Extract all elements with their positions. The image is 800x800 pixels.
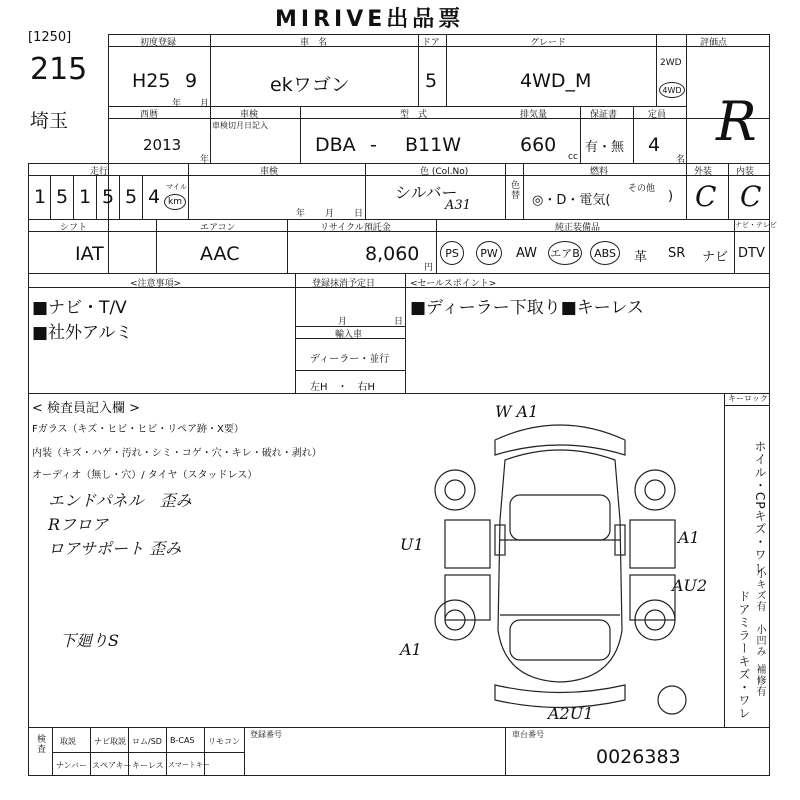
first-reg-unit-month: 月 — [200, 99, 210, 109]
footer-item: 取説 — [60, 737, 76, 746]
first-reg-unit-year: 年 — [172, 99, 182, 109]
footer-item: ナンバー — [56, 761, 88, 770]
first-reg-era: H25 — [132, 70, 171, 92]
dealer-option: ディーラー・並行 — [310, 354, 390, 365]
note-item: ■ナビ・T/V — [32, 298, 127, 318]
capacity: 4 — [648, 134, 661, 156]
sales-points: ■ディーラー下取り■キーレス — [410, 298, 644, 318]
model-prefix: DBA — [315, 134, 356, 156]
hdr-teiin: 定員 — [648, 110, 667, 120]
hdr-naisou: 内装 — [736, 167, 755, 177]
warranty: 有・無 — [585, 140, 625, 155]
shaken-gatsu: 月 — [325, 209, 335, 219]
hdr-haikiryou: 排気量 — [520, 110, 548, 120]
equip-navi: ナビ — [702, 250, 729, 265]
mileage-digit: 5 — [56, 186, 69, 208]
hdr-gaisou: 外装 — [694, 167, 713, 177]
drive-4wd-circled: 4WD — [659, 82, 685, 98]
footer-item: キーレス — [132, 761, 164, 770]
footer-left-header: 検査 — [35, 734, 45, 754]
chassis-number: 0026383 — [596, 746, 681, 768]
shaken-nichi: 日 — [354, 209, 364, 219]
color-name: シルバー — [395, 183, 458, 202]
inspect-line: オーディオ（無し・穴）/ タイヤ（スタッドレス） — [32, 470, 258, 481]
exterior-grade: C — [695, 180, 717, 213]
year: 2013 — [143, 136, 182, 154]
hdr-shodo: 初度登録 — [140, 38, 177, 48]
mileage-digit: 4 — [148, 186, 161, 208]
side-note: 小キズ有 — [754, 568, 765, 612]
footer-item: ナビ取説 — [94, 737, 126, 746]
interior-grade: C — [740, 180, 762, 213]
handwritten-note: ロアサポート 歪み — [48, 539, 182, 558]
inspect-header: < 検査員記入欄 > — [32, 401, 141, 416]
color-change-label: 色替 — [509, 180, 519, 200]
handle-option: 左H ・ 右H — [310, 382, 376, 393]
equip-airbag: エアB — [548, 241, 582, 265]
diagram-label: A1 — [400, 640, 422, 659]
hdr-grade: グレード — [530, 38, 567, 48]
inspect-line: Fガラス（キズ・ヒビ・ヒビ・リペア跡・X要） — [32, 424, 244, 435]
side-note: 小凹み — [754, 624, 765, 657]
fuel-other: その他 — [628, 184, 656, 194]
equip-leather: 革 — [634, 250, 648, 265]
grade: 4WD_M — [520, 70, 592, 92]
equip-abs: ABS — [590, 241, 620, 265]
diagram-label: A1 — [678, 528, 700, 547]
drive-2wd: 2WD — [660, 58, 682, 68]
shaken-note: 車検切月日記入 — [212, 121, 268, 130]
unit-mile: マイル — [166, 183, 187, 191]
hdr-door: ドア — [422, 38, 440, 48]
car-diagram — [400, 400, 720, 720]
notes-header: <注意事項> — [130, 279, 182, 289]
reg-no-header: 登録番号 — [250, 730, 282, 739]
hdr-kouzou: 車検 — [260, 167, 279, 177]
footer-item: リモコン — [208, 737, 240, 746]
handwritten-note: エンドパネル 歪み — [48, 491, 192, 510]
hdr-hoshou: 保証書 — [590, 110, 618, 120]
hdr-equip: 純正装備品 — [555, 223, 601, 233]
notes-box — [28, 274, 770, 394]
reg-month: 月 — [338, 317, 348, 327]
equip-dtv: DTV — [738, 246, 765, 261]
equip-aw: AW — [516, 246, 538, 261]
side-note: ホイル・CPキズ・ワレ — [753, 440, 767, 575]
fuel: ◎・D・電気( — [532, 193, 611, 208]
shaken-nen: 年 — [296, 209, 306, 219]
fuel-close: ) — [668, 189, 674, 204]
diagram-label: A2U1 — [548, 704, 594, 723]
mileage-digit: 1 — [34, 186, 47, 208]
footer-item: スペアキー — [92, 761, 132, 770]
equip-sr: SR — [668, 246, 686, 261]
aircon: AAC — [200, 243, 240, 265]
diagram-label: W A1 — [495, 402, 539, 421]
hdr-seireki: 西暦 — [140, 110, 159, 120]
hdr-meishou: 車検 — [240, 110, 259, 120]
footer-item: ロム/SD — [132, 737, 162, 746]
side-note: ドアミラーキズ・ワレ — [737, 590, 751, 720]
page-title: MIRIVE出品票 — [275, 7, 465, 32]
hdr-recycle: リサイクル預託金 — [320, 223, 391, 233]
note-item: ■社外アルミ — [32, 323, 133, 343]
import-header: 輸入車 — [335, 330, 363, 340]
lot-number: 215 — [30, 52, 88, 87]
first-reg-month: 9 — [185, 70, 198, 92]
model-dash: - — [370, 134, 377, 156]
lot-prefix: [1250] — [28, 30, 72, 45]
unit-yen: 円 — [424, 263, 434, 273]
hdr-nenryou: 燃料 — [590, 167, 609, 177]
hdr-navi-tv: ナビ・テレビ — [735, 221, 777, 229]
recycle-fee: 8,060 — [365, 243, 420, 265]
handwritten-note: Rフロア — [48, 515, 109, 534]
model-code: B11W — [405, 134, 461, 156]
door-count: 5 — [425, 70, 438, 92]
sales-header: <セールスポイント> — [410, 279, 497, 289]
hdr-katashiki: 型 式 — [400, 110, 428, 120]
hdr-shift: シフト — [60, 223, 88, 233]
side-note: 補修有 — [754, 664, 765, 697]
car-name: ekワゴン — [270, 74, 350, 96]
unit-mei: 名 — [676, 155, 686, 165]
key-lock-label: キーロック — [728, 394, 768, 403]
diagram-label: AU2 — [672, 576, 708, 595]
footer-item: B-CAS — [170, 736, 195, 745]
diagram-label: U1 — [400, 535, 424, 554]
unit-km-circled: km — [164, 194, 186, 210]
footer-item: スマートキー — [168, 761, 210, 769]
hdr-iro: 色 (Col.No) — [420, 167, 469, 177]
handwritten-note: 下廻りS — [60, 631, 119, 650]
mileage-digit: 5 — [125, 186, 138, 208]
unit-cc: cc — [568, 152, 578, 162]
chassis-header: 車台番号 — [512, 730, 544, 739]
shift: IAT — [75, 243, 104, 265]
hdr-shamei: 車 名 — [300, 38, 328, 48]
mileage-digit: 1 — [79, 186, 92, 208]
displacement: 660 — [520, 134, 557, 156]
reg-header: 登録抹消予定日 — [312, 279, 376, 289]
unit-nen: 年 — [200, 155, 210, 165]
inspect-line: 内装（キズ・ハゲ・汚れ・シミ・コゲ・穴・キレ・破れ・剥れ） — [32, 448, 322, 459]
hdr-hyouka: 評価点 — [700, 38, 728, 48]
hdr-soukou: 走行 — [90, 167, 109, 177]
equip-pw: PW — [476, 241, 502, 265]
reg-day: 日 — [394, 317, 404, 327]
color-code: A31 — [445, 198, 471, 213]
hdr-aircon: エアコン — [200, 223, 236, 233]
score: R — [716, 90, 757, 153]
equip-ps: PS — [440, 241, 464, 265]
mileage-digit: 5 — [102, 186, 115, 208]
region: 埼玉 — [30, 110, 69, 132]
